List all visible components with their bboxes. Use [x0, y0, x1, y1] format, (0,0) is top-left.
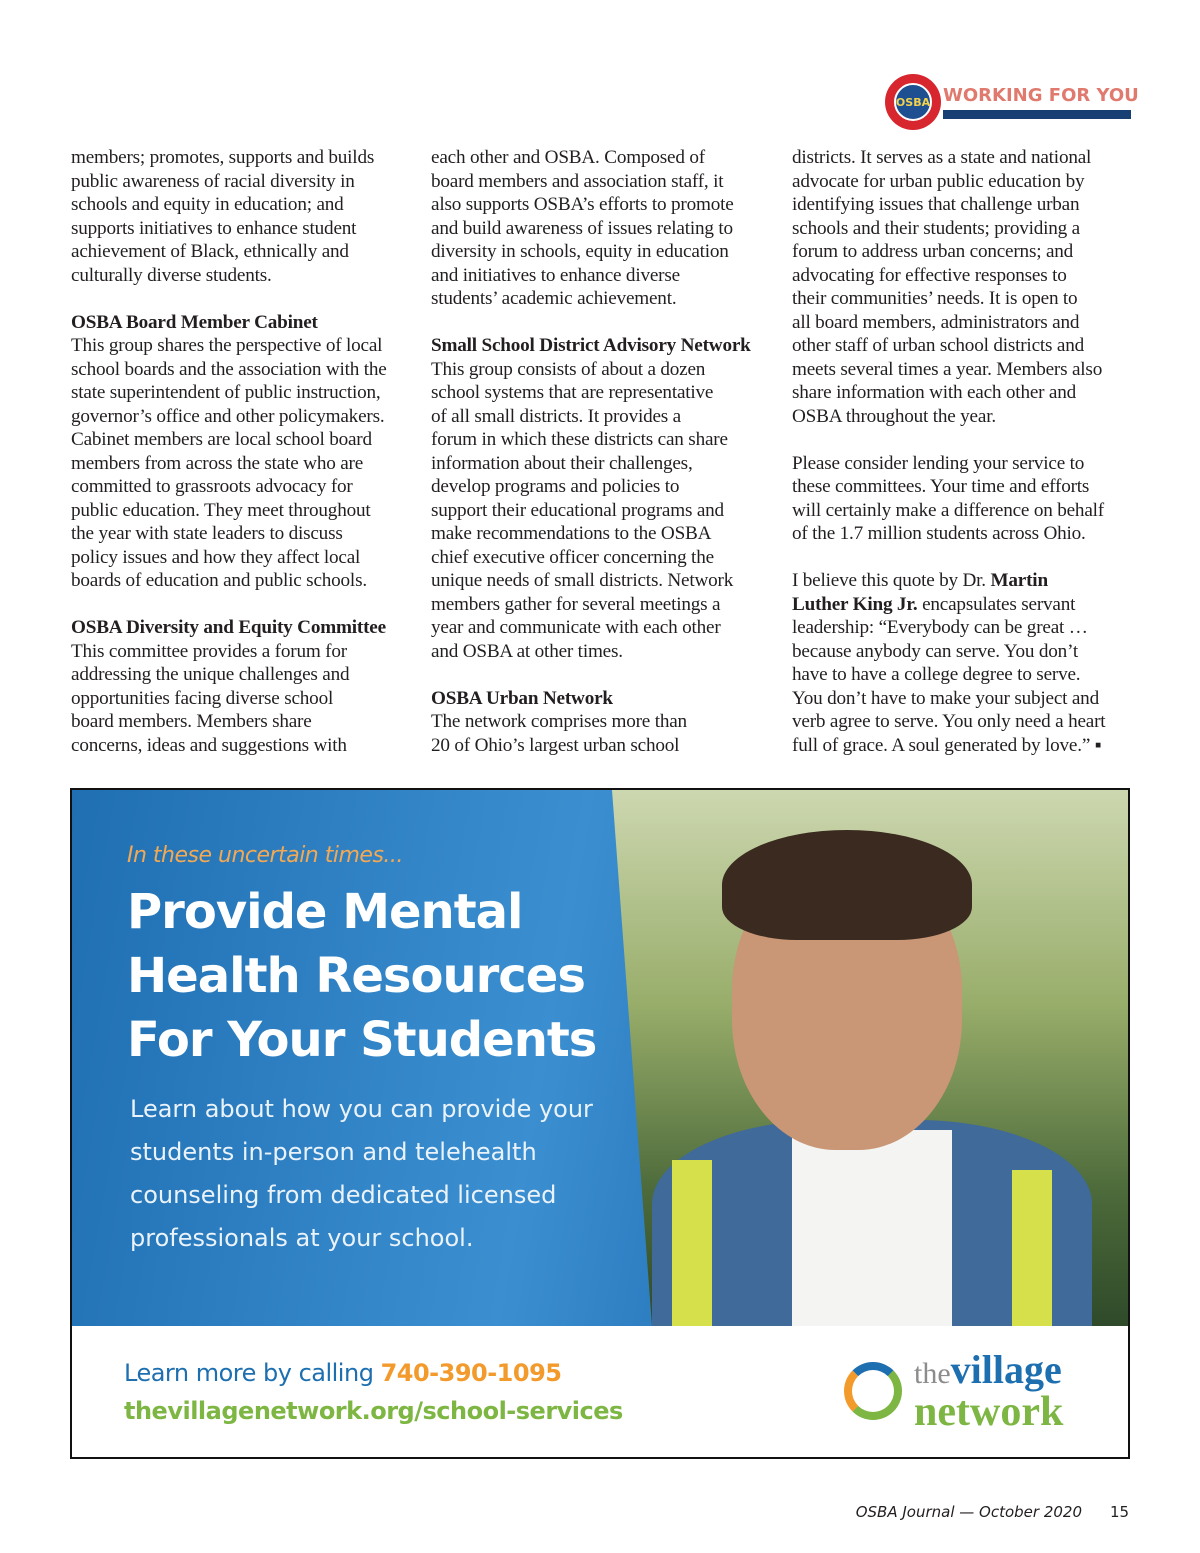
- text-line: information about their challenges,: [431, 452, 693, 474]
- headline-line: Provide Mental: [127, 884, 523, 940]
- bold-text: Martin: [990, 570, 1048, 591]
- text-line: committed to grassroots advocacy for: [71, 476, 353, 497]
- text-line: [71, 593, 421, 617]
- text-line: OSBA throughout the year.: [792, 405, 996, 427]
- text-line: public awareness of racial diversity in: [71, 170, 355, 192]
- headline-line: Health Resources: [127, 948, 585, 1004]
- footer-journal: OSBA Journal — October 2020: [855, 1503, 1082, 1521]
- logo-network: network: [914, 1389, 1064, 1435]
- article-column-1: [71, 146, 421, 757]
- text-line: boards of education and public schools.: [71, 570, 367, 591]
- text-line: year and communicate with each other: [431, 617, 721, 638]
- text-line: members from across the state who are: [71, 452, 364, 474]
- text-line: culturally diverse students.: [71, 264, 272, 286]
- text-line: supports initiatives to enhance student: [71, 217, 357, 239]
- text-line: policy issues and how they affect local: [71, 546, 361, 568]
- text-line: share information with each other and: [792, 382, 1077, 403]
- text-line: will certainly make a difference on behalf: [792, 499, 1104, 521]
- student-photo: [612, 790, 1130, 1326]
- body-line: students in-person and telehealth: [130, 1138, 537, 1166]
- headline-line: For Your Students: [127, 1012, 597, 1068]
- text-line: each other and OSBA. Composed of: [431, 147, 705, 168]
- text-line: advocate for urban public education by: [792, 170, 1085, 192]
- text-segment: I believe this quote by Dr.: [792, 570, 991, 591]
- text-line: This group consists of about a dozen: [431, 358, 706, 380]
- text-line: [792, 428, 1142, 452]
- text-line: support their educational programs and: [431, 499, 724, 521]
- ad-url[interactable]: thevillagenetwork.org/school-services: [124, 1397, 623, 1425]
- text-line: 20 of Ohio’s largest urban school: [431, 734, 680, 756]
- text-line: diversity in schools, equity in education: [431, 241, 729, 262]
- text-line: unique needs of small districts. Network: [431, 570, 734, 591]
- text-line: [71, 616, 421, 640]
- body-line: Learn about how you can provide your: [130, 1095, 593, 1123]
- text-line: opportunities facing diverse school: [71, 687, 334, 709]
- text-line: because anybody can serve. You don’t: [792, 640, 1079, 662]
- logo-top-row: [914, 1347, 1062, 1392]
- bold-text: Small School District Advisory Network: [431, 335, 751, 356]
- text-line: their communities’ needs. It is open to: [792, 288, 1078, 309]
- text-line: addressing the unique challenges and: [71, 664, 350, 685]
- text-line: [71, 311, 421, 335]
- text-line: [431, 663, 781, 687]
- text-line: state superintendent of public instruction,: [71, 382, 381, 403]
- text-line: forum in which these districts can share: [431, 429, 728, 450]
- text-line: develop programs and policies to: [431, 476, 680, 497]
- text-line: and build awareness of issues relating to: [431, 217, 733, 239]
- text-line: schools and equity in education; and: [71, 194, 344, 215]
- section-title: WORKING FOR YOU: [943, 85, 1139, 106]
- text-line: school boards and the association with the: [71, 358, 387, 380]
- text-line: schools and their students; providing a: [792, 217, 1080, 239]
- text-line: districts. It serves as a state and national: [792, 147, 1092, 168]
- text-line: and OSBA at other times.: [431, 640, 623, 662]
- text-line: members gather for several meetings a: [431, 593, 721, 615]
- text-line: all board members, administrators and: [792, 311, 1080, 333]
- text-line: verb agree to serve. You only need a heart: [792, 711, 1106, 732]
- text-line: and initiatives to enhance diverse: [431, 264, 680, 286]
- text-line: students’ academic achievement.: [431, 288, 677, 309]
- text-line: [792, 546, 1142, 570]
- bold-text: OSBA Diversity and Equity Committee: [71, 617, 386, 638]
- text-line: school systems that are representative: [431, 382, 714, 403]
- logo-the: the: [914, 1357, 951, 1390]
- phone-number[interactable]: 740-390-1095: [380, 1359, 562, 1387]
- ad-kicker: In these uncertain times...: [127, 843, 403, 868]
- text-line: have to have a college degree to serve.: [792, 664, 1081, 685]
- osba-seal-logo: OSBA: [885, 74, 941, 130]
- page-number: 15: [1110, 1503, 1130, 1521]
- text-line: of all small districts. It provides a: [431, 405, 681, 427]
- text-line: achievement of Black, ethnically and: [71, 241, 349, 262]
- text-line: The network comprises more than: [431, 711, 687, 732]
- text-line: [431, 334, 781, 358]
- text-line: [431, 687, 781, 711]
- text-line: Please consider lending your service to: [792, 452, 1085, 474]
- ad-headline: [127, 880, 596, 1072]
- text-line: these committees. Your time and efforts: [792, 476, 1090, 497]
- text-line: [431, 311, 781, 335]
- text-line: [792, 593, 1142, 617]
- text-line: board members. Members share: [71, 711, 312, 732]
- text-line: board members and association staff, it: [431, 170, 724, 192]
- text-line: [792, 569, 1142, 593]
- text-line: members; promotes, supports and builds: [71, 147, 375, 168]
- text-line: This group shares the perspective of local: [71, 335, 383, 356]
- text-line: You don’t have to make your subject and: [792, 687, 1099, 709]
- logo-village: village: [950, 1347, 1062, 1392]
- section-header: [885, 74, 1145, 130]
- text-line: forum to address urban concerns; and: [792, 241, 1074, 262]
- text-line: chief executive officer concerning the: [431, 546, 714, 568]
- article-column-2: [431, 146, 781, 757]
- text-line: This committee provides a forum for: [71, 640, 347, 662]
- body-line: counseling from dedicated licensed: [130, 1181, 557, 1209]
- body-line: professionals at your school.: [130, 1224, 474, 1252]
- bold-text: OSBA Urban Network: [431, 687, 613, 709]
- text-line: meets several times a year. Members also: [792, 358, 1103, 380]
- text-line: Cabinet members are local school board: [71, 429, 372, 450]
- call-prefix: Learn more by calling: [124, 1359, 381, 1387]
- text-line: make recommendations to the OSBA: [431, 523, 712, 544]
- text-line: governor’s office and other policymakers.: [71, 405, 385, 427]
- text-line: concerns, ideas and suggestions with: [71, 734, 347, 756]
- text-segment: encapsulates servant: [917, 593, 1076, 615]
- ad-body: [130, 1088, 593, 1260]
- bold-text: OSBA Board Member Cabinet: [71, 311, 318, 333]
- ad-call-line: [124, 1358, 561, 1388]
- text-line: of the 1.7 million students across Ohio.: [792, 523, 1086, 544]
- text-line: also supports OSBA’s efforts to promote: [431, 194, 734, 215]
- village-network-logo: [844, 1347, 1114, 1435]
- people-circle-icon: [844, 1362, 902, 1420]
- text-line: the year with state leaders to discuss: [71, 523, 343, 544]
- text-line: identifying issues that challenge urban: [792, 194, 1080, 215]
- article-column-3: [792, 146, 1142, 757]
- text-line: [71, 287, 421, 311]
- text-line: full of grace. A soul generated by love.” ▪: [792, 734, 1102, 756]
- header-rule: [943, 110, 1131, 119]
- text-line: advocating for effective responses to: [792, 264, 1067, 286]
- advertisement: [70, 788, 1130, 1459]
- text-line: leadership: “Everybody can be great …: [792, 617, 1088, 638]
- text-line: other staff of urban school districts and: [792, 335, 1084, 356]
- bold-text: Luther King Jr.: [792, 593, 918, 615]
- text-line: public education. They meet throughout: [71, 499, 371, 521]
